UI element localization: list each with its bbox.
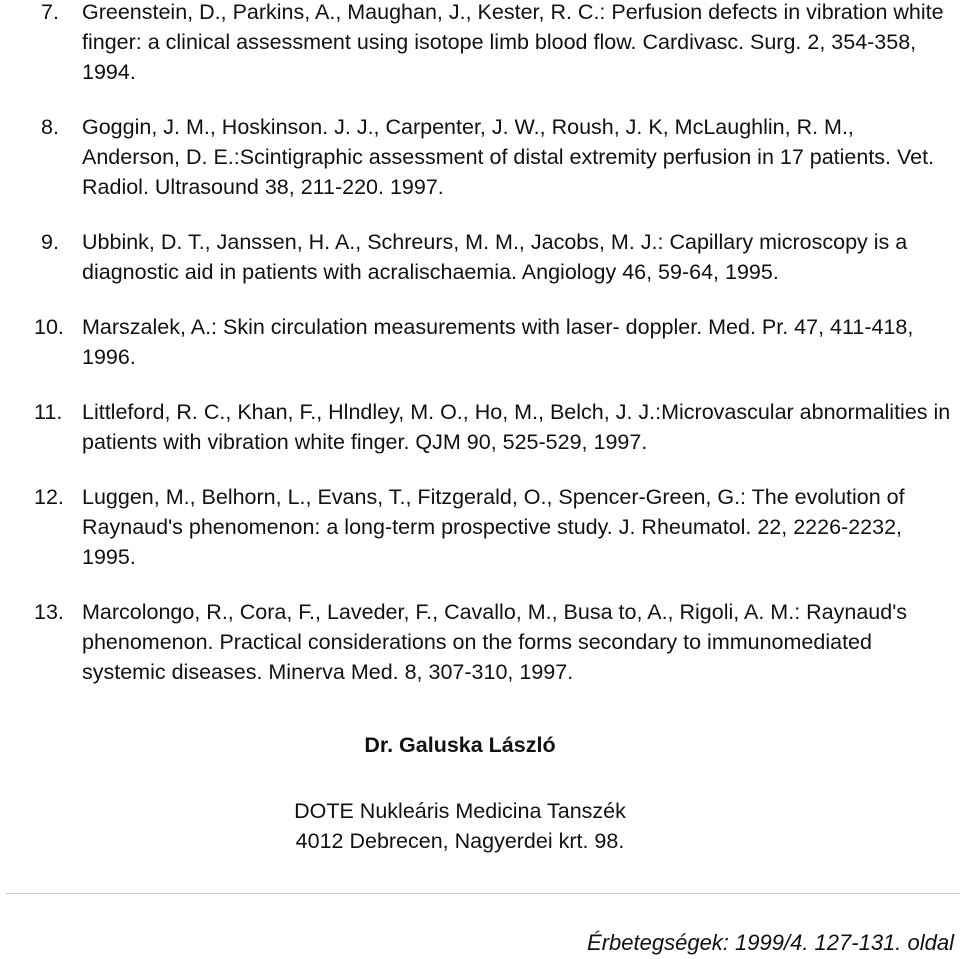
footer-citation: Érbetegségek: 1999/4. 127-131. oldal xyxy=(587,930,954,955)
reference-text: Luggen, M., Belhorn, L., Evans, T., Fitzgerald, O., Spencer-Green, G.: The evolution of Raynaud's phenomenon: a long-term prospective study. J. Rheumatol. 22, 2226-2232, 1995. xyxy=(82,485,905,569)
reference-item xyxy=(0,0,960,87)
reference-number: 12. xyxy=(34,485,64,509)
reference-text: Marcolongo, R., Cora, F., Laveder, F., Cavallo, M., Busa to, A., Rigoli, A. M.: Raynaud's phenomenon. Practical considerations on the forms secondary to immunomediated systemic diseases. Minerva Med. 8, 307-310, 1997. xyxy=(82,600,908,684)
reference-item xyxy=(0,482,960,572)
reference-text: Greenstein, D., Parkins, A., Maughan, J., Kester, R. C.: Perfusion defects in vibration white finger: a clinical assessment using isotope limb blood flow. Cardivasc. Surg. 2, 354-358, 1994. xyxy=(82,0,944,84)
reference-text: Littleford, R. C., Khan, F., Hlndley, M. O., Ho, M., Belch, J. J.:Microvascular abnormalities in patients with vibration white finger. QJM 90, 525-529, 1997. xyxy=(82,400,951,454)
reference-item xyxy=(0,112,960,202)
reference-text: Goggin, J. M., Hoskinson. J. J., Carpenter, J. W., Roush, J. K, McLaughlin, R. M., Anderson, D. E.:Scintigraphic assessment of distal extremity perfusion in 17 patients. Vet. Radiol. Ultrasound 38, 211-220. 1997. xyxy=(82,115,935,199)
reference-item xyxy=(0,227,960,287)
reference-number: 7. xyxy=(41,0,59,24)
author-signature-block xyxy=(0,730,960,856)
reference-number: 11. xyxy=(34,400,63,424)
reference-number: 10. xyxy=(34,315,64,339)
author-department: DOTE Nukleáris Medicina Tanszék xyxy=(294,799,626,823)
reference-number: 8. xyxy=(41,115,59,139)
reference-item xyxy=(0,312,960,372)
footer-divider xyxy=(6,893,960,894)
reference-text: Marszalek, A.: Skin circulation measurements with laser- doppler. Med. Pr. 47, 411-418, 1996. xyxy=(82,315,914,369)
reference-number: 13. xyxy=(34,600,64,624)
author-address: 4012 Debrecen, Nagyerdei krt. 98. xyxy=(295,829,625,853)
reference-item xyxy=(0,397,960,457)
reference-text: Ubbink, D. T., Janssen, H. A., Schreurs, M. M., Jacobs, M. J.: Capillary microscopy is a diagnostic aid in patients with acralischaemia. Angiology 46, 59-64, 1995. xyxy=(82,230,908,284)
author-name: Dr. Galuska László xyxy=(364,733,556,757)
reference-item xyxy=(0,597,960,687)
reference-number: 9. xyxy=(41,230,59,254)
